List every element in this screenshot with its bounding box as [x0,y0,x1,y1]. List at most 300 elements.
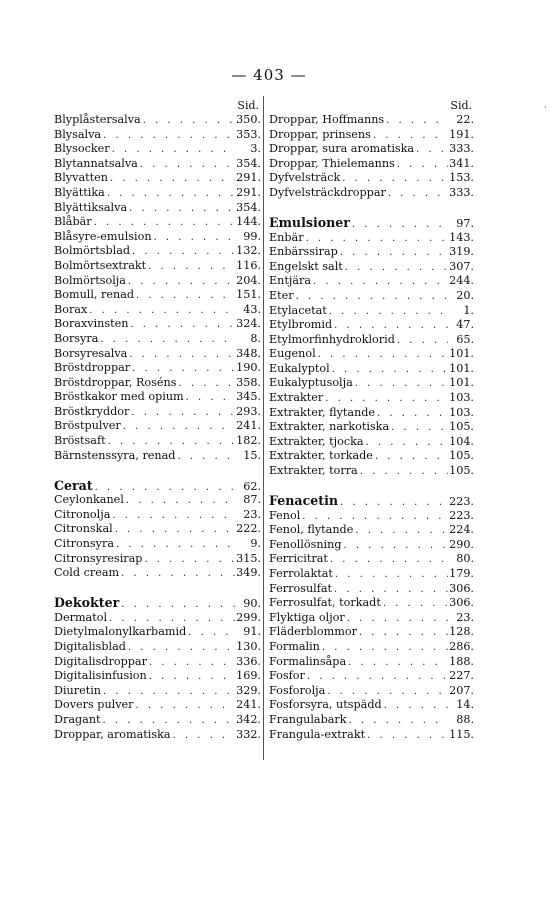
page-reference: 115. [449,727,474,741]
index-term: Cold cream [54,566,120,580]
dot-leader [414,143,448,157]
index-entry [269,142,474,157]
page-reference: 227. [449,669,474,683]
index-term: Dekokter [54,596,120,611]
index-entry [269,611,474,626]
dot-leader [350,218,448,231]
dot-leader [332,319,448,333]
index-entry [54,171,261,186]
page-reference: 179. [449,567,474,580]
dot-leader [126,275,235,289]
index-term: Eugenol [269,347,316,361]
page-reference: 315. [236,551,261,565]
dot-leader [124,494,235,508]
page-reference: 333. [449,185,474,199]
page-reference: 324. [236,317,261,331]
page-reference: 244. [449,274,474,288]
index-entry [269,509,474,524]
page-reference: 101. [449,361,474,375]
page-reference: 105. [449,420,474,434]
page-reference: 88. [456,712,474,726]
page-reference: 116. [236,258,261,272]
dot-leader [138,158,235,172]
index-entry [54,508,261,523]
page-reference: 23. [456,610,474,624]
index-term: Ferrosulfat, torkadt [269,596,381,610]
page-reference: 80. [456,552,474,566]
index-term: Extrakter, narkotiska [269,420,390,434]
index-term: Digitalisinfusion [54,669,147,683]
dot-leader [316,348,448,362]
index-entry [269,216,474,231]
index-term: Fläderblommor [269,625,357,639]
page-reference: 90. [243,597,261,611]
index-entry [54,317,261,332]
page-reference: 329. [236,683,261,697]
index-entry [54,215,261,230]
index-term: Ferrosulfat [269,581,333,595]
index-term: Digitalisblad [54,639,126,653]
index-term: Dermatol [54,610,108,624]
index-term: Bröstsaft [54,434,106,448]
index-entry [54,303,261,318]
page-reference: 87. [243,493,261,507]
index-term: Enbär [269,230,304,244]
page-reference: 306. [449,581,474,595]
index-term: Bärnstenssyra, renad [54,448,176,462]
index-term: Blysocker [54,142,110,156]
index-entry [269,464,474,479]
index-term: Blysalva [54,127,102,141]
dot-leader [358,465,448,479]
index-entry [269,420,474,435]
dot-leader [127,202,235,216]
dot-leader [101,129,235,143]
dot-leader [184,391,235,405]
index-entry [269,362,474,377]
index-entry [269,391,474,406]
dot-leader [395,158,448,172]
index-entry [269,698,474,713]
index-entry [54,390,261,405]
index-column-right [269,99,474,742]
index-entry [54,230,261,245]
index-entry [269,171,474,186]
index-entry [54,186,261,201]
index-term: Bolmörtsextrakt [54,258,147,272]
index-entry [269,186,474,201]
page-reference: 307. [449,259,474,273]
index-term: Bolmörtsolja [54,273,126,287]
page-reference: 144. [236,215,261,229]
dot-leader [325,685,448,699]
index-entry [54,419,261,434]
index-entry [54,713,261,728]
index-term: Bröstpulver [54,419,121,433]
dot-leader [343,261,448,275]
index-entry [54,274,261,289]
dot-leader [106,435,235,449]
index-term: Bröstdroppar, Roséns [54,375,177,389]
index-column-left [54,99,261,742]
index-entry [269,684,474,699]
dot-leader [328,553,448,567]
index-entry [54,479,261,494]
page-reference: 345. [236,390,261,404]
index-entry [269,347,474,362]
dot-leader [121,420,235,434]
index-entry [54,259,261,274]
dot-leader [147,656,235,670]
dot-leader [332,583,448,597]
index-term: Etylbromid [269,318,333,332]
page-reference: 169. [236,669,261,683]
index-entry [269,289,474,304]
index-term: Extrakter, tjocka [269,434,364,448]
index-term: Fosfor [269,669,305,683]
index-entry [54,128,261,143]
index-entry [54,669,261,684]
page-reference: 241. [236,419,261,433]
index-term: Bröstkakor med opium [54,390,184,404]
page-reference: 286. [449,639,474,653]
page-reference: 143. [449,230,474,244]
dot-leader [113,523,235,537]
dot-leader [346,656,448,670]
dot-leader [347,714,448,728]
page-reference: 15. [243,448,261,462]
index-entry [269,231,474,246]
dot-leader [126,641,235,655]
index-term: Bolmörtsblad [54,244,131,258]
dot-leader [130,362,235,376]
index-term: Digitalisdroppar [54,654,147,668]
index-term: Ferricitrat [269,552,328,566]
page-column-header: Sid. [237,99,259,112]
index-term: Dyfvelsträck [269,171,341,185]
index-term: Fenol [269,508,301,522]
index-term: Emulsioner [269,215,350,230]
index-entry [269,552,474,567]
page-reference: 103. [449,405,474,419]
page-column-header: Sid. [450,99,472,112]
page-reference: 353. [236,127,261,141]
index-term: Citronsyresirap [54,551,143,565]
page-reference: 151. [236,288,261,302]
index-entry [269,596,474,611]
index-entry [269,728,474,743]
dot-leader [381,597,448,611]
dot-leader [338,246,448,260]
dot-leader [345,612,448,626]
index-entry [54,332,261,347]
dot-leader [353,524,448,538]
dot-leader [101,714,235,728]
page-reference: 1. [463,303,474,317]
page-reference: 43. [243,302,261,316]
index-term: Blåsyre-emulsion [54,229,152,243]
index-term: Extrakter, torra [269,464,358,478]
index-entry [54,537,261,552]
dot-leader [110,143,235,157]
index-entry [269,494,474,509]
dot-leader [146,260,235,274]
index-entry [54,142,261,157]
index-entry [269,245,474,260]
index-term: Droppar, Hoffmanns [269,113,385,126]
index-entry [54,611,261,626]
dot-leader [330,363,448,377]
dot-leader [371,129,448,143]
index-term: Blyättika [54,185,105,199]
index-entry [269,128,474,143]
index-entry [269,333,474,348]
page-reference: 350. [236,113,261,126]
page-reference: 22. [456,113,474,126]
dot-leader [107,612,235,626]
dot-leader [353,377,448,391]
page-reference: 204. [236,273,261,287]
section-gap [269,479,474,494]
page-reference: 222. [236,522,261,536]
margin-mark: · [544,103,547,113]
dot-leader [142,553,235,567]
index-term: Boraxvinsten [54,317,129,331]
index-entry [54,522,261,537]
page-reference: 182. [236,434,261,448]
index-entry [269,523,474,538]
dot-leader [119,567,235,581]
page-reference: 190. [236,361,261,375]
index-term: Etylmorfinhydroklorid [269,332,395,346]
page-reference: 9. [250,537,261,551]
dot-leader [128,318,235,332]
dot-leader [338,496,448,509]
dot-leader [300,510,448,524]
page-reference: 349. [236,566,261,580]
index-term: Ceylonkanel [54,493,124,507]
section-gap [54,463,261,478]
index-entry [269,567,474,582]
index-term: Formalin [269,639,320,653]
dot-leader [176,377,235,391]
index-entry [269,713,474,728]
index-entry [54,566,261,581]
dot-leader [395,334,448,348]
index-entry [269,318,474,333]
dot-leader [340,172,448,186]
dot-leader [175,450,235,464]
index-term: Frangulabark [269,712,347,726]
dot-leader [186,626,235,640]
index-list-right [269,113,474,742]
page-reference: 62. [243,479,261,493]
index-entry [269,640,474,655]
dot-leader [389,421,448,435]
index-term: Eukalyptusolja [269,376,353,390]
page-reference: 341. [449,156,474,170]
page-reference: 354. [236,156,261,170]
page-reference: 299. [236,610,261,624]
page-reference: 223. [449,508,474,522]
index-entry [54,434,261,449]
index-term: Frangula-extrakt [269,727,366,741]
index-term: Cerat [54,478,93,493]
index-term: Blyvatten [54,171,108,185]
index-entry [54,201,261,216]
dot-leader [147,670,235,684]
index-term: Fenacetin [269,494,339,509]
page-reference: 241. [236,698,261,712]
index-term: Citronolja [54,507,111,521]
page-reference: 153. [449,171,474,185]
page-reference: 342. [236,712,261,726]
index-term: Borax [54,302,88,316]
index-term: Bomull, renad [54,288,135,302]
dot-leader [110,509,235,523]
page-reference: 319. [449,245,474,259]
index-term: Fenollösning [269,537,342,551]
page-reference: 105. [449,449,474,463]
dot-leader [127,348,235,362]
index-entry [54,552,261,567]
index-term: Formalinsåpa [269,654,347,668]
page-reference: 333. [449,142,474,156]
index-term: Borsyra [54,331,99,345]
page-reference: 332. [236,727,261,741]
index-term: Flyktiga oljor [269,610,345,624]
dot-leader [141,114,235,128]
page-reference: 132. [236,244,261,258]
index-entry [54,157,261,172]
page-reference: 188. [449,654,474,668]
index-term: Blyättiksalva [54,200,128,214]
page-reference: 105. [449,464,474,478]
index-term: Fosforsyra, utspädd [269,698,382,712]
index-term: Eukalyptol [269,361,330,375]
index-term: Blytannatsalva [54,156,138,170]
dot-leader [105,187,235,201]
page-reference: 23. [243,507,261,521]
index-entry [269,113,474,128]
index-entry [269,449,474,464]
dot-leader [320,641,448,655]
page-reference: 97. [456,216,474,230]
index-term: Droppar, sura aromatiska [269,142,415,156]
page-reference: 101. [449,376,474,390]
index-entry [54,449,261,464]
page-reference: 223. [449,495,474,509]
index-term: Extrakter, torkade [269,449,373,463]
index-entry [54,244,261,259]
index-term: Bröstkryddor [54,404,130,418]
page-reference: 293. [236,404,261,418]
dot-leader [101,685,235,699]
page-reference: 65. [456,332,474,346]
index-term: Fosforolja [269,683,326,697]
index-term: Extrakter [269,391,324,405]
index-entry [269,157,474,172]
index-term: Entjära [269,274,312,288]
index-entry [269,655,474,670]
index-entry [54,113,261,128]
page-reference: 191. [449,127,474,141]
dot-leader [119,598,235,611]
page-reference: 348. [236,346,261,360]
section-gap [269,201,474,216]
dot-leader [373,450,448,464]
page-reference: 224. [449,523,474,537]
index-entry [54,640,261,655]
index-entry [269,274,474,289]
page-reference: 47. [456,318,474,332]
dot-leader [365,729,448,743]
index-entry [54,361,261,376]
index-entry [269,538,474,553]
index-entry [269,376,474,391]
index-entry [54,698,261,713]
section-gap [54,581,261,596]
page-reference: 103. [449,391,474,405]
index-term: Fenol, flytande [269,523,354,537]
index-entry [54,596,261,611]
index-term: Droppar, aromatiska [54,727,171,741]
dot-leader [108,172,235,186]
dot-leader [375,407,448,421]
index-term: Dovers pulver [54,698,134,712]
dot-leader [134,699,235,713]
index-term: Dietylmalonylkarbamid [54,625,187,639]
index-term: Blyplåstersalva [54,113,141,126]
page-reference: 354. [236,200,261,214]
page-reference: 91. [243,625,261,639]
page-reference: 128. [449,625,474,639]
index-term: Ferrolaktat [269,567,333,580]
dot-leader [386,187,448,201]
dot-leader [171,729,235,743]
dot-leader [382,699,448,713]
index-entry [269,406,474,421]
index-term: Dyfvelsträckdroppar [269,185,386,199]
index-entry [54,347,261,362]
dot-leader [87,304,235,318]
index-entry [54,405,261,420]
page-reference: 101. [449,347,474,361]
dot-leader [357,626,448,640]
dot-leader [323,392,448,406]
column-divider [263,96,264,760]
page-reference: 130. [236,639,261,653]
dot-leader [327,305,448,319]
page-reference: 291. [236,171,261,185]
dot-leader [114,538,235,552]
index-term: Dragant [54,712,101,726]
dot-leader [364,436,448,450]
dot-leader [134,289,235,303]
page-reference: 207. [449,683,474,697]
index-term: Diuretin [54,683,102,697]
index-entry [54,376,261,391]
page-reference: 336. [236,654,261,668]
index-term: Droppar, prinsens [269,127,371,141]
index-term: Engelskt salt [269,259,343,273]
index-entry [54,288,261,303]
dot-leader [294,290,448,304]
dot-leader [384,114,448,128]
dot-leader [342,539,449,553]
dot-leader [305,670,448,684]
page-reference: 3. [250,142,261,156]
